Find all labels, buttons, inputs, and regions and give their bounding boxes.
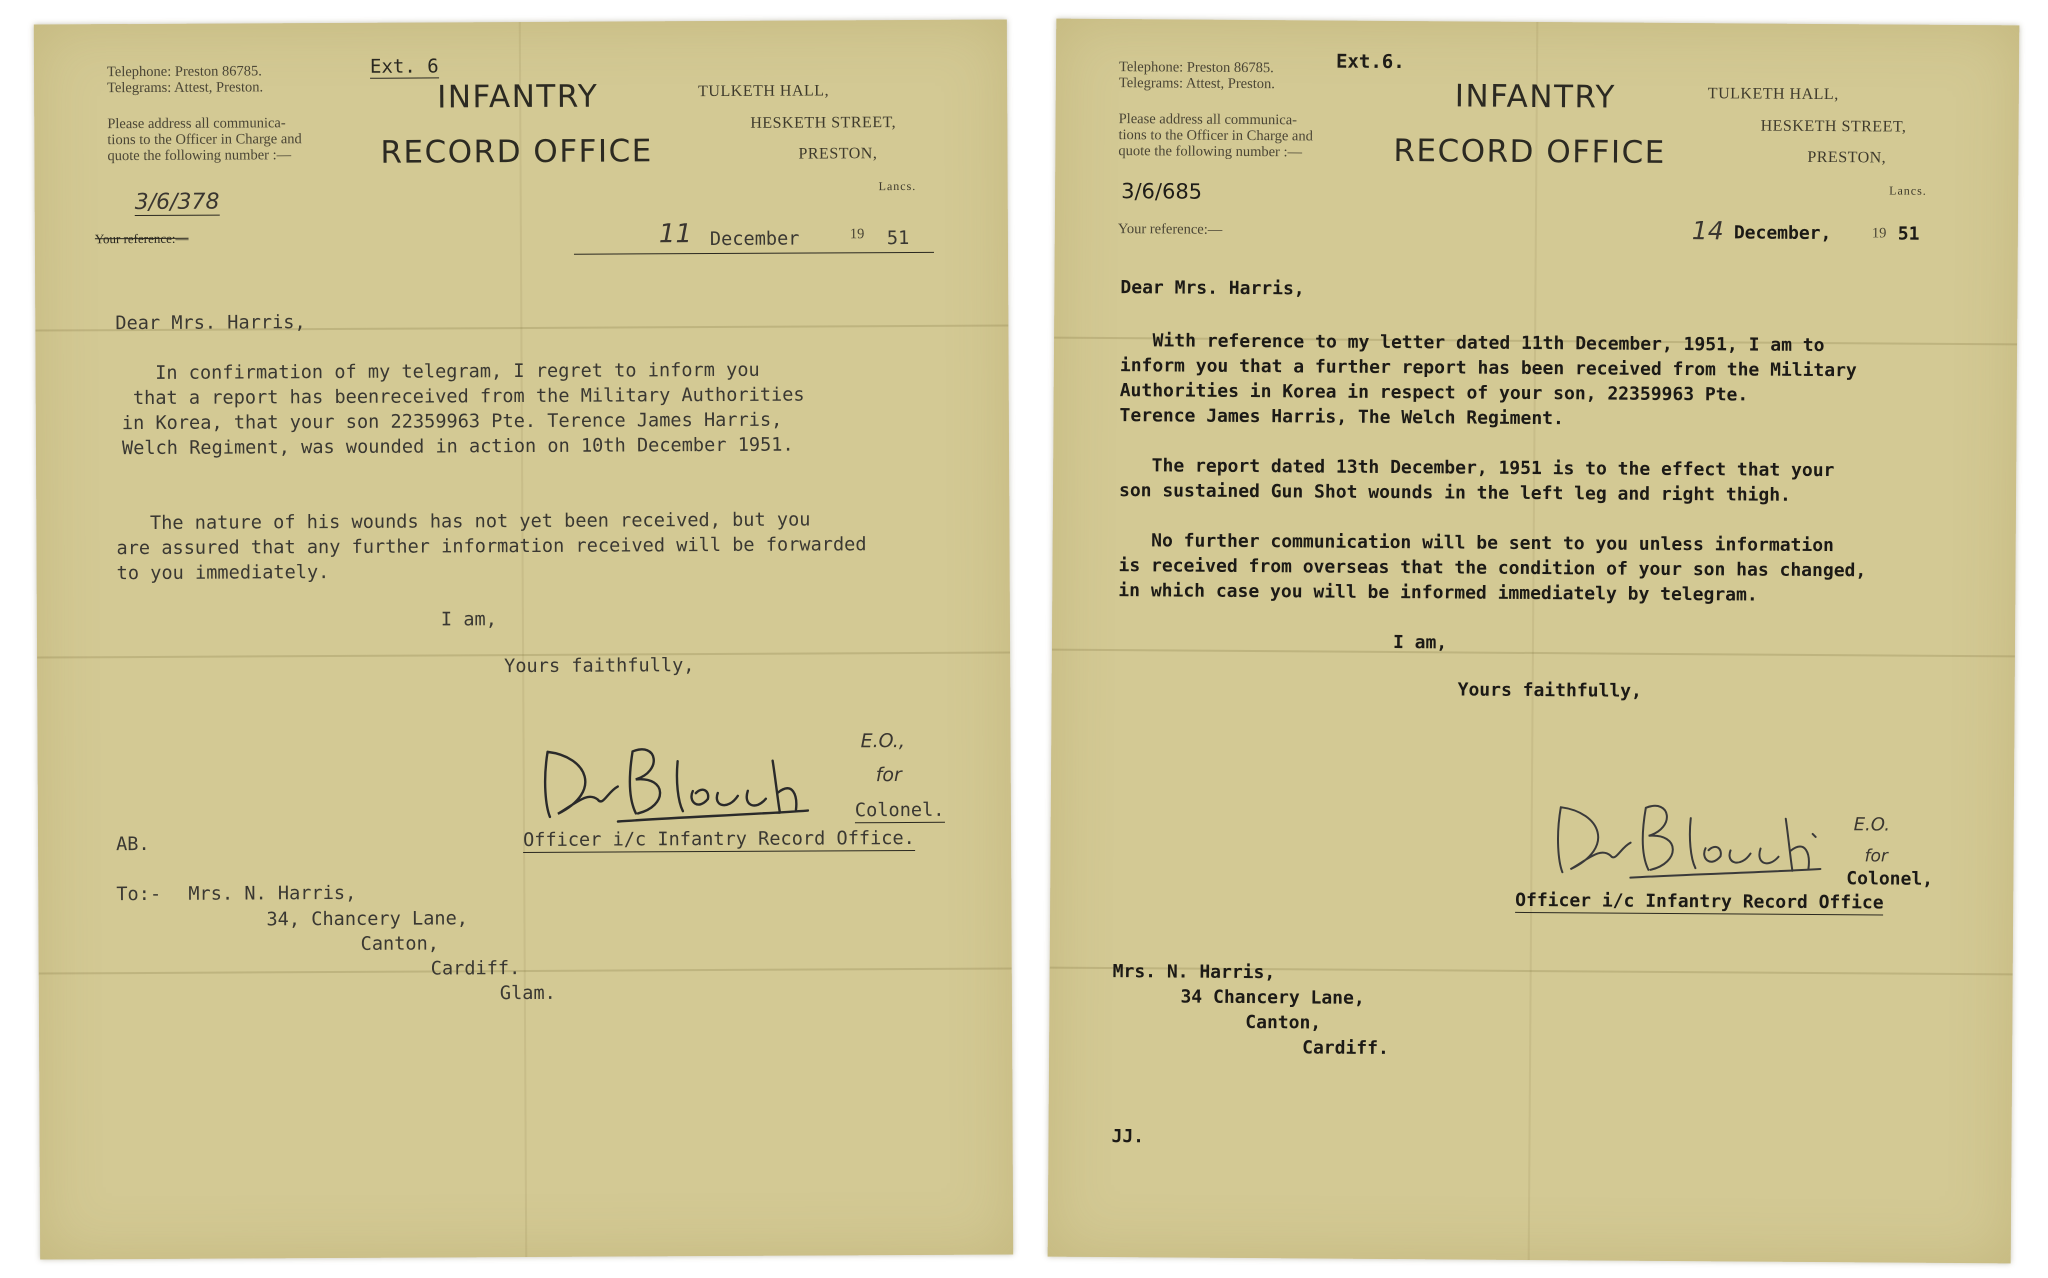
signature-note: E.O., <box>860 730 905 753</box>
letterhead-title-1: INFANTRY <box>437 78 599 116</box>
recipient-line: Cardiff. <box>1302 1037 1389 1059</box>
body-line: to you immediately. <box>116 562 330 585</box>
closing-i-am: I am, <box>1392 632 1448 654</box>
body-line: Welch Regiment, was wounded in action on 10th December 1951. <box>121 434 794 460</box>
signature-note: for <box>1864 846 1888 867</box>
address-instructions: Please address all communica- <box>1118 111 1298 129</box>
body-paragraph-3 <box>1118 528 1866 608</box>
reference-number: 3/6/378 <box>134 189 220 216</box>
recipient-line: Cardiff. <box>430 958 521 980</box>
address-line: TULKETH HALL, <box>1707 85 1839 104</box>
recipient-line: 34 Chancery Lane, <box>1180 986 1365 1009</box>
date-month: December, <box>1733 222 1832 245</box>
date-day: 11 <box>658 219 693 250</box>
address-instructions: quote the following number :— <box>1118 143 1303 161</box>
date-month: December <box>709 228 800 251</box>
body-line: Terence James Harris, The Welch Regiment. <box>1119 405 1564 430</box>
signatory-rank: Colonel. <box>854 799 945 822</box>
letterhead-title-1: INFANTRY <box>1454 78 1617 116</box>
closing-i-am: I am, <box>440 609 497 631</box>
body-line: inform you that a further report has been received from the Military <box>1119 355 1857 382</box>
struck-reference: Your reference:— <box>94 230 189 247</box>
body-line: that a report has beenreceived from the Military Authorities <box>121 384 805 410</box>
signature <box>1540 777 1841 889</box>
body-line: are assured that any further information received will be forwarded <box>116 534 867 560</box>
address-instructions: tions to the Officer in Charge and <box>107 131 302 149</box>
address-line: Lancs. <box>1889 183 1927 198</box>
telephone-line: Telephone: Preston 86785. <box>106 63 262 81</box>
extension-number: Ext. 6 <box>369 55 439 78</box>
body-line: in which case you will be informed immediately by telegram. <box>1118 580 1758 606</box>
body-line: The nature of his wounds has not yet been received, but you <box>116 509 811 535</box>
date-year: 51 <box>1897 223 1920 245</box>
letterhead-title-2: RECORD OFFICE <box>1393 133 1666 171</box>
typist-initials: JJ. <box>1111 1126 1145 1148</box>
body-line: son sustained Gun Shot wounds in the left leg and right thigh. <box>1118 480 1791 506</box>
fold-crease <box>1528 22 1539 1260</box>
address-instructions: quote the following number :— <box>107 147 292 165</box>
date-century: 19 <box>849 226 865 243</box>
signatory-office: Officer i/c Infantry Record Office <box>1515 889 1884 914</box>
closing-yours-faithfully: Yours faithfully, <box>1457 679 1642 702</box>
address-line: Lancs. <box>878 178 917 194</box>
date-day: 14 <box>1691 216 1724 246</box>
date-century: 19 <box>1871 225 1887 242</box>
date-line <box>574 219 934 255</box>
fold-crease <box>519 22 527 1257</box>
reference-number: 3/6/685 <box>1121 179 1203 204</box>
recipient-line: Mrs. N. Harris, <box>188 882 357 905</box>
date-line <box>1691 216 1992 250</box>
body-line: With reference to my letter dated 11th December, 1951, I am to <box>1120 330 1825 357</box>
signatory-rank: Colonel, <box>1846 868 1934 890</box>
recipient-line: Canton, <box>1245 1011 1322 1034</box>
body-line: In confirmation of my telegram, I regret to inform you <box>121 359 760 385</box>
telegrams-line: Telegrams: Attest, Preston. <box>1118 75 1275 93</box>
body-paragraph-1 <box>122 358 805 462</box>
body-line: The report dated 13th December, 1951 is to the effect that your <box>1119 455 1835 482</box>
recipient-line: 34, Chancery Lane, <box>266 908 469 931</box>
salutation: Dear Mrs. Harris, <box>115 312 306 335</box>
address-line: PRESTON, <box>1807 148 1887 167</box>
letter-right <box>1048 19 2020 1264</box>
body-paragraph-2 <box>116 507 866 586</box>
date-year: 51 <box>886 227 910 250</box>
body-line: is received from overseas that the condition of your son has changed, <box>1118 555 1867 582</box>
telegrams-line: Telegrams: Attest, Preston. <box>107 79 264 97</box>
recipient-line: Mrs. N. Harris, <box>1112 961 1276 984</box>
address-line: PRESTON, <box>798 145 878 163</box>
address-line: HESKETH STREET, <box>750 114 897 132</box>
signature-note: for <box>875 764 902 787</box>
signature <box>527 720 838 832</box>
recipient-line: Glam. <box>499 982 556 1005</box>
to-label: To:- <box>116 883 162 906</box>
typist-initials: AB. <box>116 833 150 856</box>
salutation: Dear Mrs. Harris, <box>1120 277 1305 300</box>
signatory-office: Officer i/c Infantry Record Office. <box>522 827 915 852</box>
recipient-line: Canton, <box>360 933 440 955</box>
body-line: No further communication will be sent to you unless information <box>1118 530 1834 557</box>
address-line: HESKETH STREET, <box>1760 117 1907 136</box>
your-reference-label: Your reference:— <box>1117 221 1223 238</box>
body-paragraph-2 <box>1119 453 1835 508</box>
address-instructions: Please address all communica- <box>107 115 286 133</box>
letterhead-title-2: RECORD OFFICE <box>380 133 653 171</box>
address-instructions: tions to the Officer in Charge and <box>1118 127 1313 145</box>
letter-left <box>34 19 1013 1259</box>
body-line: in Korea, that your son 22359963 Pte. Terence James Harris, <box>121 409 783 435</box>
closing-yours-faithfully: Yours faithfully, <box>504 655 695 678</box>
extension-number: Ext.6. <box>1335 50 1405 74</box>
body-paragraph-1 <box>1119 328 1857 433</box>
signature-note: E.O. <box>1853 814 1891 836</box>
telephone-line: Telephone: Preston 86785. <box>1118 59 1274 77</box>
address-line: TULKETH HALL, <box>698 82 830 101</box>
body-line: Authorities in Korea in respect of your son, 22359963 Pte. <box>1119 380 1749 406</box>
